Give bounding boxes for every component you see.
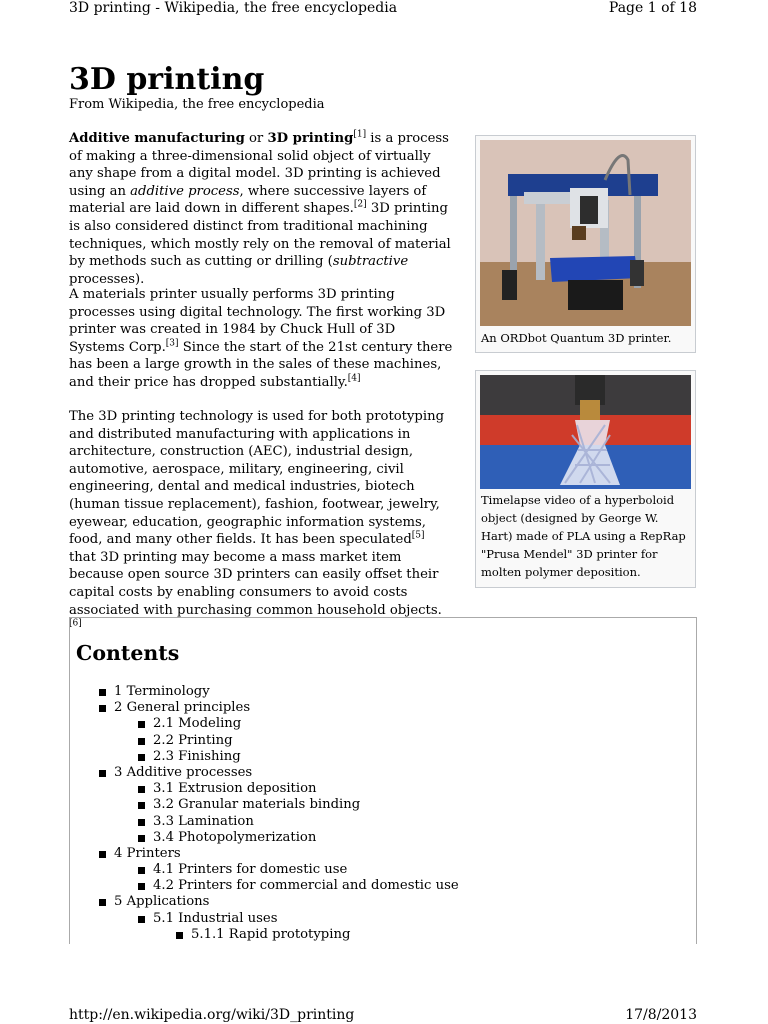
toc-item-rapid-prototyping[interactable]: 5.1.1 Rapid prototyping <box>70 927 696 943</box>
toc-item-lamination[interactable]: 3.3 Lamination <box>70 814 696 830</box>
figure-hyperboloid-timelapse <box>475 370 696 588</box>
hyperboloid-video-image[interactable] <box>480 375 691 489</box>
toc-item-terminology[interactable]: 1 Terminology <box>70 684 696 700</box>
reference-link[interactable]: [6] <box>69 618 82 629</box>
header-page-info: Page 1 of 18 <box>608 0 697 16</box>
bullet-icon <box>138 786 145 793</box>
bullet-icon <box>176 932 183 939</box>
toc-item-additive-processes[interactable]: 3 Additive processes <box>70 765 696 781</box>
toc-item-finishing[interactable]: 2.3 Finishing <box>70 749 696 765</box>
term-additive-process: additive process <box>130 183 240 199</box>
bullet-icon <box>99 851 106 858</box>
ordbot-printer-image[interactable] <box>480 140 691 326</box>
toc-item-extrusion-deposition[interactable]: 3.1 Extrusion deposition <box>70 781 696 797</box>
toc-item-applications[interactable]: 5 Applications <box>70 894 696 910</box>
toc-item-modeling[interactable]: 2.1 Modeling <box>70 716 696 732</box>
reference-link[interactable]: [2] <box>353 199 367 210</box>
reference-link[interactable]: [4] <box>347 373 361 384</box>
bullet-icon <box>138 835 145 842</box>
toc-item-general-principles[interactable]: 2 General principles <box>70 700 696 716</box>
printer-illustration <box>480 140 691 326</box>
figure-caption: An ORDbot Quantum 3D printer. <box>481 331 672 345</box>
bullet-icon <box>138 738 145 745</box>
figure-caption: Timelapse video of a hyperboloid object (designed by George W. Hart) made of PLA using a RepRap "Prusa Mendel" 3D printer for molten polymer deposition. <box>481 493 686 579</box>
reference-link[interactable]: [3] <box>165 338 179 349</box>
term-additive-manufacturing: Additive manufacturing <box>69 131 245 146</box>
reference-link[interactable]: [5] <box>411 530 425 541</box>
page-title: 3D printing <box>69 62 265 97</box>
bullet-icon <box>138 916 145 923</box>
toc-list <box>70 684 696 943</box>
bullet-icon <box>138 883 145 890</box>
toc-item-photopolymerization[interactable]: 3.4 Photopolymerization <box>70 830 696 846</box>
bullet-icon <box>99 705 106 712</box>
footer-url[interactable]: http://en.wikipedia.org/wiki/3D_printing <box>69 1007 355 1023</box>
hyperboloid-illustration <box>480 375 691 489</box>
footer-date: 17/8/2013 <box>625 1007 697 1023</box>
bullet-icon <box>99 899 106 906</box>
toc-item-commercial-domestic-use[interactable]: 4.2 Printers for commercial and domestic use <box>70 878 696 894</box>
bullet-icon <box>138 721 145 728</box>
intro-paragraph-3: The 3D printing technology is used for both prototyping and distributed manufacturing with applications in architecture, construction (AEC), industrial design, automotive, aerospace, military, engineering, civil engineering, dental and medical industries, biotech (human tissue replacement), fashion, footwear, jewelry, eyewear, education, geographic information systems, food, and many other fields. It has been speculated[5] that 3D printing may become a mass market item because open source 3D printers can easily offset their capital costs by enabling consumers to avoid costs associated with purchasing common household objects.[6] <box>69 409 445 629</box>
bullet-icon <box>99 770 106 777</box>
toc-item-printers[interactable]: 4 Printers <box>70 846 696 862</box>
bullet-icon <box>138 819 145 826</box>
page-subtitle: From Wikipedia, the free encyclopedia <box>69 97 325 112</box>
bullet-icon <box>138 754 145 761</box>
bullet-icon <box>99 689 106 696</box>
header-doc-title: 3D printing - Wikipedia, the free encyclopedia <box>69 0 398 16</box>
reference-link[interactable]: [1] <box>353 129 367 140</box>
bullet-icon <box>138 867 145 874</box>
term-subtractive: subtractive <box>332 254 409 270</box>
toc-item-granular-binding[interactable]: 3.2 Granular materials binding <box>70 797 696 813</box>
term-3d-printing: 3D printing <box>267 131 354 146</box>
toc-item-industrial-uses[interactable]: 5.1 Industrial uses <box>70 911 696 927</box>
intro-paragraph-1: Additive manufacturing or 3D printing[1] is a process of making a three-dimensional solid object of virtually any shape from a digital model. 3D printing is achieved using an additive process, where successive layers of material are laid down in different shapes.[2] 3D printing is also considered distinct from traditional machining techniques, which mostly rely on the removal of material by methods such as cutting or drilling (subtractive processes). <box>69 129 451 287</box>
figure-ordbot-printer <box>475 135 696 353</box>
intro-paragraph-2: A materials printer usually performs 3D printing processes using digital technology. The first working 3D printer was created in 1984 by Chuck Hull of 3D Systems Corp.[3] Since the start of the 21st century there has been a large growth in the sales of these machines, and their price has dropped substantially.[4] <box>69 287 453 390</box>
toc-title: Contents <box>76 641 180 665</box>
bullet-icon <box>138 802 145 809</box>
table-of-contents <box>69 617 697 944</box>
toc-item-printing[interactable]: 2.2 Printing <box>70 733 696 749</box>
toc-item-domestic-use[interactable]: 4.1 Printers for domestic use <box>70 862 696 878</box>
